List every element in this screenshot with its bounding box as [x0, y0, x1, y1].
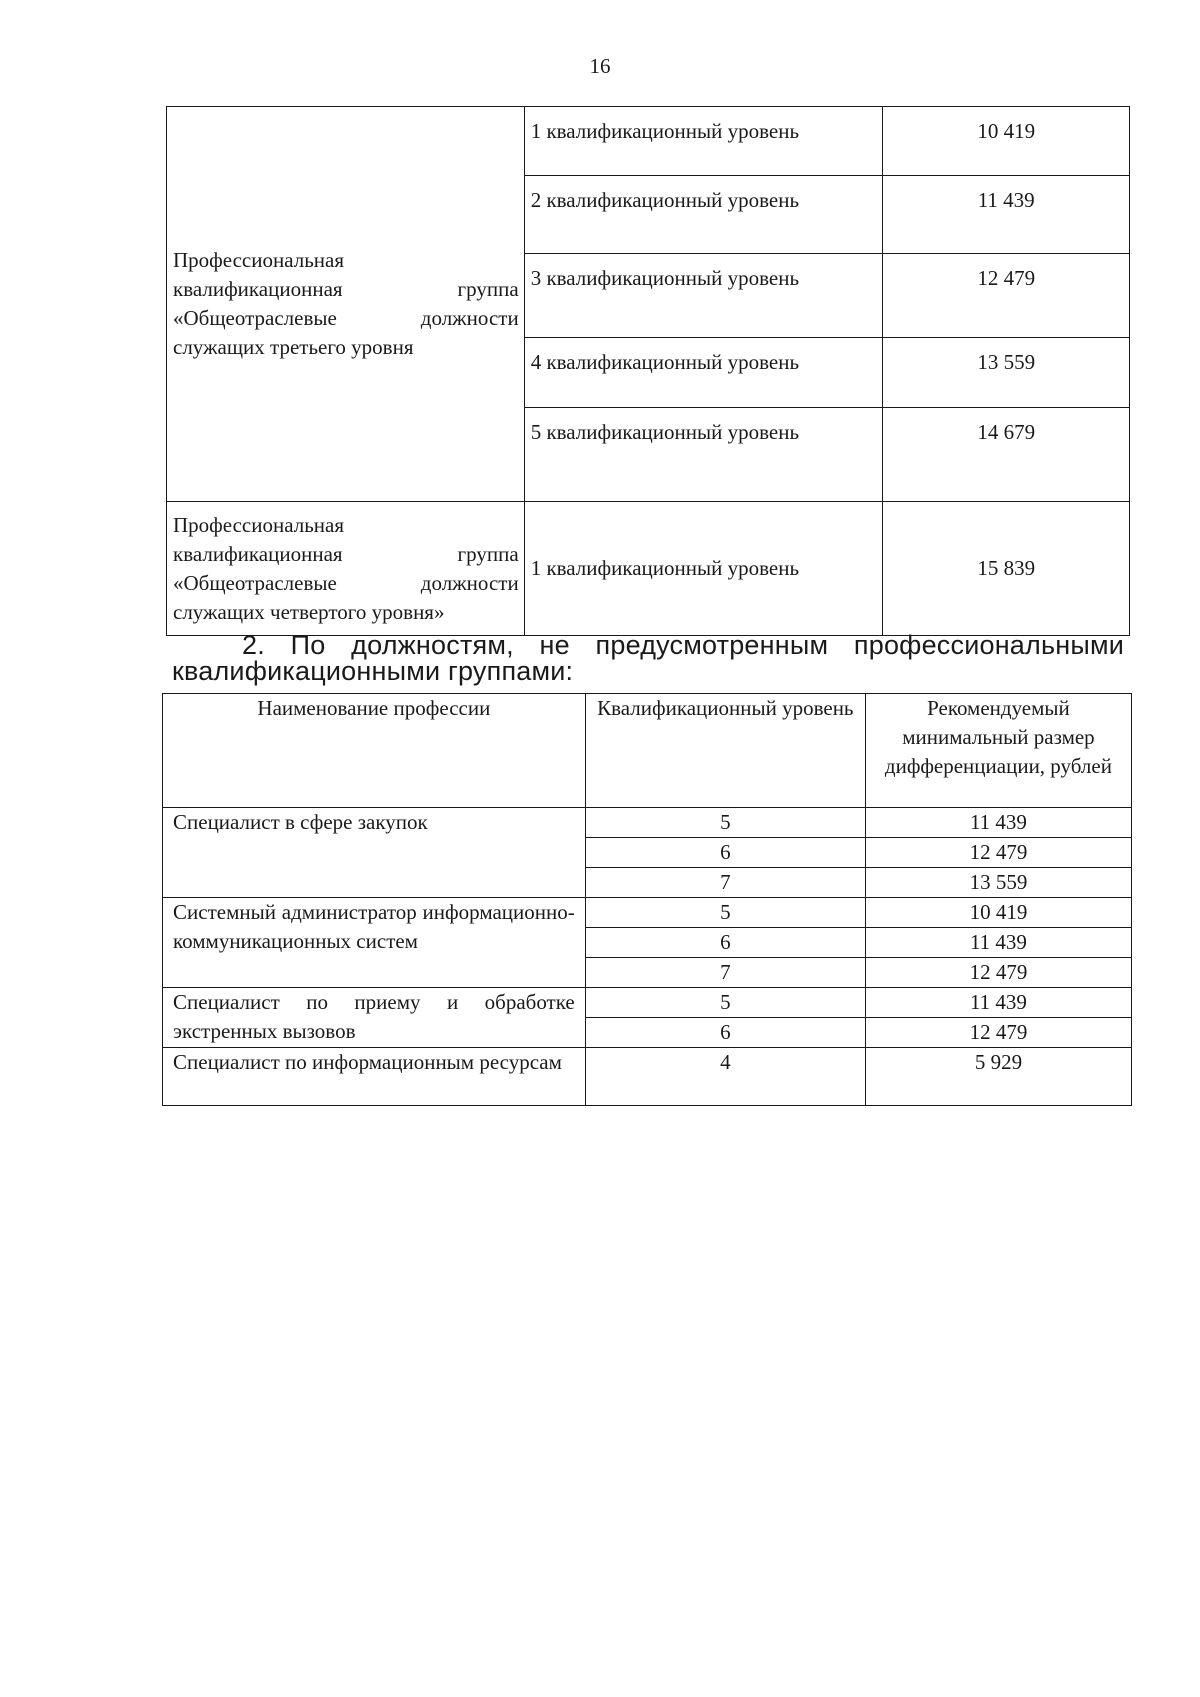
- table-row: [167, 107, 1130, 176]
- level-cell: 5: [585, 898, 865, 928]
- level-cell: 6: [585, 928, 865, 958]
- level-cell: 1 квалификационный уровень: [524, 107, 883, 176]
- level-cell: 3 квалификационный уровень: [524, 254, 883, 338]
- table-row: [163, 808, 1132, 838]
- header-qualification-level: Квалификационный уровень: [585, 694, 865, 808]
- level-cell: 7: [585, 868, 865, 898]
- value-cell: 11 439: [865, 988, 1131, 1018]
- header-differentiation-size: Рекомендуемый минимальный размер дифференциации, рублей: [865, 694, 1131, 808]
- paragraph-number: 2.: [242, 630, 265, 660]
- level-cell: 4 квалификационный уровень: [524, 338, 883, 408]
- profession-name-cell: Специалист по информационным ресурсам: [163, 1048, 586, 1106]
- table-row: [163, 988, 1132, 1018]
- value-cell: 12 479: [865, 838, 1131, 868]
- value-cell: 12 479: [883, 254, 1130, 338]
- qualification-groups-table: [166, 106, 1130, 636]
- level-cell: 5: [585, 808, 865, 838]
- value-cell: 13 559: [883, 338, 1130, 408]
- profession-name-cell: Специалист по приему и обработке экстренных вызовов: [163, 988, 586, 1048]
- level-cell: 5 квалификационный уровень: [524, 408, 883, 502]
- level-cell: 6: [585, 1018, 865, 1048]
- value-cell: 12 479: [865, 958, 1131, 988]
- level-cell: 5: [585, 988, 865, 1018]
- level-cell: 7: [585, 958, 865, 988]
- value-cell: 15 839: [883, 502, 1130, 636]
- value-cell: 5 929: [865, 1048, 1131, 1106]
- value-cell: 11 439: [865, 808, 1131, 838]
- group-name-cell: Профессиональная квалификационная группа «Общеотраслевые должности служащих четвертого уровня»: [167, 502, 525, 636]
- paragraph-text: По должностям, не предусмотренным профессиональными квалификационными группами:: [172, 630, 1125, 686]
- professions-table: [162, 693, 1132, 1106]
- level-cell: 4: [585, 1048, 865, 1106]
- level-cell: 6: [585, 838, 865, 868]
- header-profession-name: Наименование профессии: [163, 694, 586, 808]
- value-cell: 14 679: [883, 408, 1130, 502]
- group-name-cell: Профессиональная квалификационная группа «Общеотраслевые должности служащих третьего уровня: [167, 107, 525, 502]
- value-cell: 10 419: [883, 107, 1130, 176]
- section-paragraph: [172, 632, 1124, 684]
- table-row: [163, 1048, 1132, 1106]
- table-row: [167, 502, 1130, 636]
- profession-name-cell: Системный администратор информационно-коммуникационных систем: [163, 898, 586, 988]
- value-cell: 12 479: [865, 1018, 1131, 1048]
- value-cell: 13 559: [865, 868, 1131, 898]
- value-cell: 11 439: [865, 928, 1131, 958]
- profession-name-cell: Специалист в сфере закупок: [163, 808, 586, 898]
- table-header-row: [163, 694, 1132, 808]
- value-cell: 11 439: [883, 176, 1130, 254]
- level-cell: 1 квалификационный уровень: [524, 502, 883, 636]
- page-number: 16: [589, 54, 611, 78]
- table-row: [163, 898, 1132, 928]
- value-cell: 10 419: [865, 898, 1131, 928]
- level-cell: 2 квалификационный уровень: [524, 176, 883, 254]
